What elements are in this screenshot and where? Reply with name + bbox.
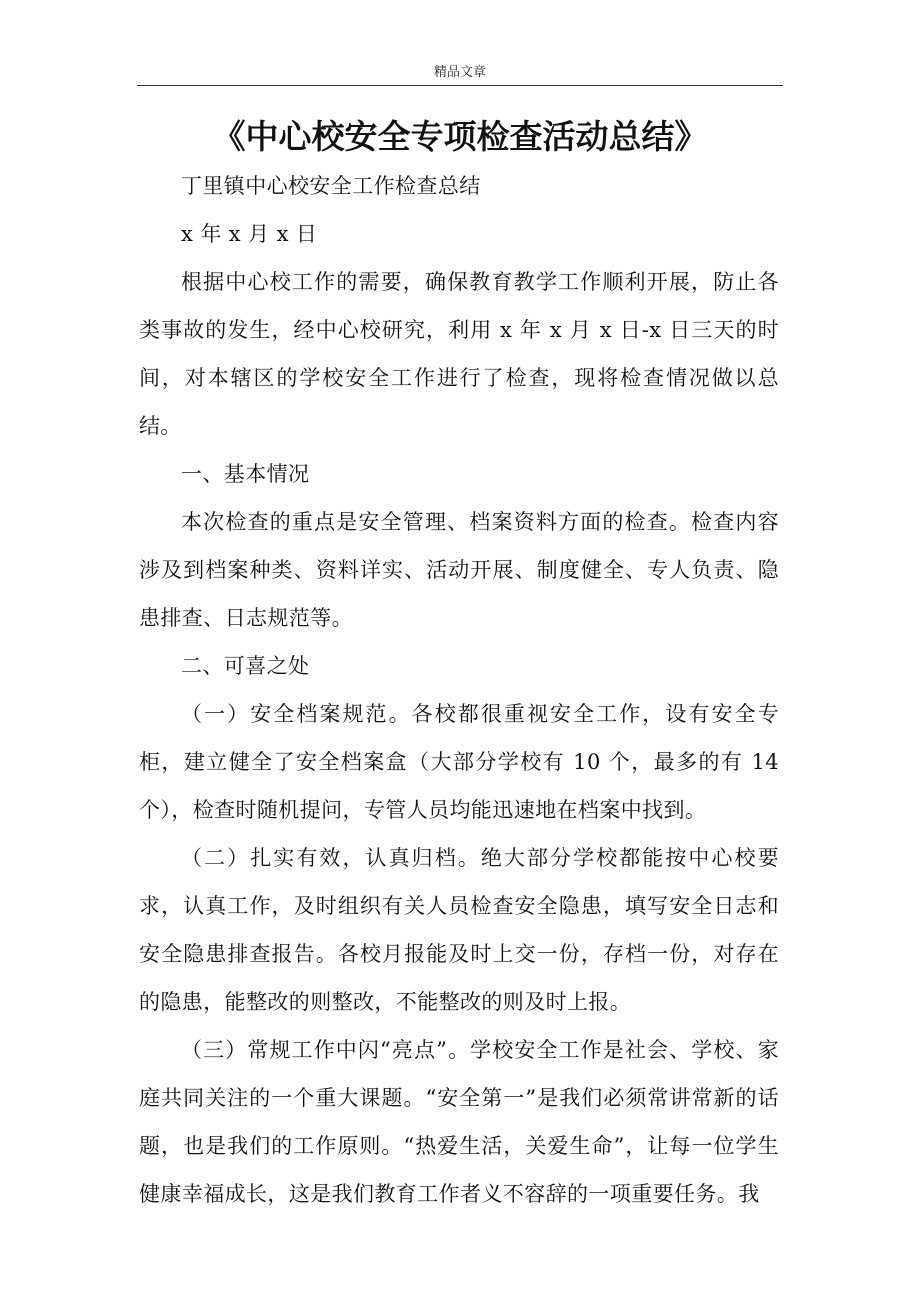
paragraph-basic: 本次检查的重点是安全管理、档案资料方面的检查。检查内容涉及到档案种类、资料详实、活动开展、制度健全、专人负责、隐患排查、日志规范等。 — [139, 510, 779, 630]
paragraph-item-2: （二）扎实有效，认真归档。绝大部分学校都能按中心校要求，认真工作，及时组织有关人员检查安全隐患，填写安全日志和安全隐患排查报告。各校月报能及时上交一份，存档一份，对存在的隐患，能整改的则整改，不能整改的则及时上报。 — [139, 846, 779, 1014]
page-header: 精品文章 — [433, 65, 486, 80]
paragraph-intro: 根据中心校工作的需要，确保教育教学工作顺利开展，防止各类事故的发生，经中心校研究，利用 x 年 x 月 x 日-x 日三天的时间，对本辖区的学校安全工作进行了检查，现将检查情况做以总结。 — [139, 270, 779, 438]
header-divider — [137, 85, 783, 86]
section-heading-basic: 一、基本情况 — [181, 462, 310, 486]
subtitle: 丁里镇中心校安全工作检查总结 — [181, 174, 481, 198]
section-heading-highlights: 二、可喜之处 — [181, 654, 310, 678]
document-title: 《中心校安全专项检查活动总结》 — [212, 117, 708, 156]
paragraph-item-3: （三）常规工作中闪“亮点”。学校安全工作是社会、学校、家庭共同关注的一个重大课题。“安全第一”是我们必须常讲常新的话题，也是我们的工作原则。“热爱生活，关爱生命”，让每一位学生健康幸福成长，这是我们教育工作者义不容辞的一项重要任务。我 — [139, 1038, 779, 1206]
paragraph-item-1: （一）安全档案规范。各校都很重视安全工作，设有安全专柜，建立健全了安全档案盒（大部分学校有 10 个，最多的有 14 个），检查时随机提问，专管人员均能迅速地在档案中找到。 — [139, 702, 779, 822]
document-body — [139, 162, 779, 1218]
date-line: x 年 x 月 x 日 — [181, 222, 318, 246]
